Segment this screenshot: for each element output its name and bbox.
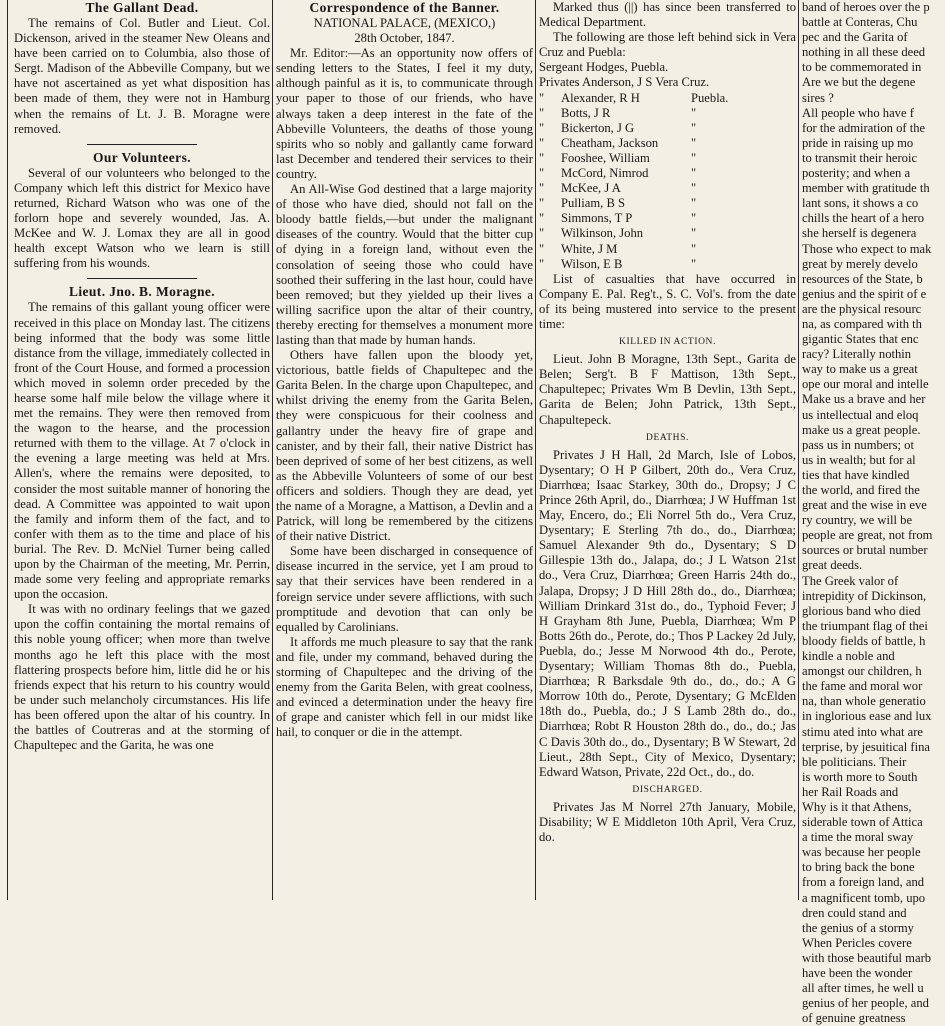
- sick-list-row: [539, 121, 796, 136]
- col4-line: to be commemorated in: [802, 60, 922, 75]
- col4-line: chills the heart of a hero: [802, 211, 925, 226]
- sick-list-row: [539, 166, 796, 181]
- sick-list-name: Pulliam, B S: [561, 196, 626, 211]
- col4-line: all after times, he well u: [802, 981, 924, 996]
- discharged-paragraph: Privates Jas M Norrel 27th January, Mobile, Disability; W E Middleton 10th April, Vera Cruz, do.: [539, 799, 796, 845]
- col4-line: intrepidity of Dickinson,: [802, 588, 927, 603]
- col4-line: pride in raising up mo: [802, 135, 914, 150]
- letter-paragraph: It affords me much pleasure to say that the rank and file, under my command, behaved during the storming of Chapultepec and the driving of the enemy from the Garita Belen, with great coolness, and evinced a determination under the heavy fire of grape and canister which fell in our midst like hail, to conquer or die in the attempt.: [276, 634, 533, 740]
- moragne-heading: Lieut. Jno. B. Moragne.: [68, 284, 216, 300]
- column-2: [276, 0, 533, 900]
- sick-list-name: Cheatham, Jackson: [561, 135, 659, 150]
- col4-line: kindle a noble and: [802, 649, 895, 664]
- left-behind-intro: The following are those left behind sick in Vera Cruz and Puebla:: [539, 30, 796, 60]
- sick-list-mark: ": [539, 135, 545, 150]
- col4-line: a magnificent tomb, upo: [802, 890, 926, 905]
- sick-list-row: [539, 181, 796, 196]
- section-divider: [87, 278, 197, 279]
- sick-list-name: Alexander, R H: [561, 90, 640, 105]
- col4-line: the genius of a stormy: [802, 920, 914, 935]
- sick-list-mark: ": [539, 120, 545, 135]
- sick-list-place: Puebla.: [691, 90, 729, 105]
- col4-line: Why is it that Athens,: [802, 799, 912, 814]
- column-rule: [272, 0, 273, 900]
- sick-list-place: ": [691, 196, 697, 211]
- col4-line: ties that have kindled: [802, 467, 910, 482]
- col4-line: way to make us a great: [802, 362, 918, 377]
- col4-line: from a foreign land, and: [802, 875, 925, 890]
- sick-list-mark: ": [539, 226, 545, 241]
- col4-line: sires ?: [802, 90, 834, 105]
- col4-line: Are we but the degene: [802, 75, 916, 90]
- sick-list-place: ": [691, 256, 697, 271]
- col4-line: na, as compared with th: [802, 316, 922, 331]
- sick-list-row: [539, 151, 796, 166]
- col4-line: great deeds.: [802, 558, 863, 573]
- col4-line: ble politicians. Their: [802, 754, 907, 769]
- section-divider: [87, 144, 197, 145]
- letter-paragraph: Mr. Editor:—As an opportunity now offers of sending letters to the States, I feel it my duty, although painful as it is, to communicate through your paper to those of our friends, who have always taken a deep interest in the fate of the Abbeville Volunteers, the deaths of those young spirits who so nobly and gallantly came forward last December and tendered their services to their country.: [276, 46, 533, 181]
- sick-list-row: [539, 211, 796, 226]
- col4-line: us intellectual and eloq: [802, 407, 919, 422]
- col4-line: lant sons, it shows a co: [802, 196, 919, 211]
- col4-line: to bring back the bone: [802, 860, 915, 875]
- col4-line: great by merely develo: [802, 256, 918, 271]
- sick-list-mark: ": [539, 150, 545, 165]
- col4-line: battle at Conteras, Chu: [802, 15, 918, 30]
- sick-list-row: [539, 257, 796, 272]
- sick-list-place: ": [691, 105, 697, 120]
- col4-line: siderable town of Attica: [802, 815, 923, 830]
- sick-list-mark: ": [539, 256, 545, 271]
- col4-line: genius of her people, and: [802, 996, 929, 1011]
- col4-line: stimu ated into what are: [802, 724, 924, 739]
- sick-list-mark: ": [539, 90, 545, 105]
- sick-list-row: [539, 226, 796, 241]
- sick-list-place: ": [691, 135, 697, 150]
- col4-line: great and the wise in eve: [802, 498, 927, 513]
- sick-list-name: Wilkinson, John: [561, 226, 644, 241]
- sick-list-mark: ": [539, 181, 545, 196]
- column-rule: [535, 0, 536, 900]
- col4-line: for the admiration of the: [802, 120, 926, 135]
- col4-line: terprise, by jesuitical fina: [802, 739, 930, 754]
- moragne-paragraph: It was with no ordinary feelings that we gazed upon the coffin containing the mortal remains of this noble young officer; when more than twelve months ago he left this place with the most flattering prospects before him, little did he or his friends expect that his return to his country would be under such melancholy circumstances. His life has been offered upon the altar of his country. In the battles of Coutreras and at the storming of Chapultepec and the Garita, he was one: [14, 602, 270, 753]
- col4-line: pass us in numbers; ot: [802, 437, 914, 452]
- col4-line: bloody fields of battle, h: [802, 633, 926, 648]
- sick-list-place: ": [691, 226, 697, 241]
- col4-line: The Greek valor of: [802, 573, 899, 588]
- col4-line: in inglorious ease and lux: [802, 709, 932, 724]
- sick-list-mark: ": [539, 166, 545, 181]
- sick-list-name: Wilson, E B: [561, 256, 623, 271]
- col4-line: gigantic States that enc: [802, 332, 919, 347]
- discharged-heading: DISCHARGED.: [632, 784, 703, 795]
- killed-paragraph: Lieut. John B Moragne, 13th Sept., Garita de Belen; Serg't. B F Mattison, 13th Sept., Chapultepec; Privates Wm B Devlin, 13th Sept., Garita de Belen; John Patrick, 13th Sept., Chapultepeck.: [539, 352, 796, 427]
- col4-line: pec and the Garita of: [802, 30, 908, 45]
- col4-line: member with gratitude th: [802, 181, 930, 196]
- sick-list-place: ": [691, 211, 697, 226]
- col4-line: All people who have f: [802, 105, 914, 120]
- killed-heading: KILLED IN ACTION.: [618, 337, 716, 348]
- deaths-heading: DEATHS.: [646, 432, 689, 443]
- sick-list-name: Bickerton, J G: [561, 120, 635, 135]
- letter-paragraph: Others have fallen upon the bloody yet, victorious, battle fields of Chapultepec and the Garita Belen. In the charge upon Chapultepec, and whilst driving the enemy from the Garita Belen, they were conspicuous for their coolness and gallantry under the heavy fire of grape and canister, and by their fall, their native District has been deprived of some of her best citizens, as well as the Abbeville Volunteers of some of our best officers and soldiers. Though they are dead, yet the name of a Moragne, a Mattison, a Devlin and a Patrick, will long be remembered by the citizens of their native District.: [276, 348, 533, 544]
- col4-line: the triumpant flag of thei: [802, 618, 928, 633]
- col4-line: she herself is degenera: [802, 226, 917, 241]
- column-3: [539, 0, 796, 900]
- dateline-date: 28th October, 1847.: [354, 31, 455, 46]
- gallant-dead-paragraph: The remains of Col. Butler and Lieut. Col. Dickenson, arived in the steamer New Oleans and have been carried on to Columbia, also those of Sergt. Madison of the Abbeville Company, but we have not ascertained as yet what disposition has been made of them, they were not in Hamburg when the remains of Lt. J. B. Moragne were removed.: [14, 16, 270, 136]
- sick-list-place: ": [691, 150, 697, 165]
- column-rule: [798, 0, 799, 900]
- col4-line: is worth more to South: [802, 769, 918, 784]
- col4-line: Make us a brave and her: [802, 392, 926, 407]
- sick-list: [539, 91, 796, 272]
- deaths-paragraph: Privates J H Hall, 2d March, Isle of Lobos, Dysentary; O H P Gilbert, 20th do., Vera Cruz, Diarrhœa; Isaac Starkey, 30th do., Dropsy; J C Prince 26th April, do., Diarrhœa; J W Huffman 1st May, Encero, do.; Eli Norrel 5th do., Vera Cruz, Dysentary; E Sterling 7th do., do., Diarrhœa; Samuel Alexander 9th do., Dysentary; S D Gillespie 13th do., Jalapa, do.; J L Watson 21st do., Vera Cruz, Diarrhœa; Green Harris 24th do., Jalapa, Dropsy; J D Hill 28th do., do., Diarrhœa; William Drinkard 31st do., do., Typhoid Fever; J H Grayham 8th June, Puebla, Diarrhœa; Wm P Botts 26th do., Perote, do.; Thos P Lackey 2d July, Puebla, do.; Jesse M Norwood 4th do., Perote, Dysentary; William Thomas 8th do., Puebla, Diarrhœa; R Barksdale 9th do., do., do.; A G Morrow 10th do., Perote, Dysentary; G McElden 18th do., Puebla, do.; J S Lamb 28th do., do., Diarrhœa; Robt R Houston 28th do., do., do.; Jas C Davis 30th do., do., Dysentary; B W Stewart, 2d Lieut., 28th Sept., City of Mexico, Dysentary; Edward Watson, Private, 22d Oct., do., do.: [539, 447, 796, 779]
- privates-line: Privates Anderson, J S Vera Cruz.: [539, 75, 710, 90]
- column-4: [802, 0, 945, 1026]
- col4-line: band of heroes over the p: [802, 0, 930, 14]
- sick-list-row: [539, 242, 796, 257]
- letter-paragraph: Some have been discharged in consequence of disease incurred in the service, yet I am proud to say that their services have been rendered in a foreign service under severe afflictions, with such promptitude and devotion that can only be equalled by Carolinians.: [276, 544, 533, 634]
- col4-line: ope our moral and intelle: [802, 377, 929, 392]
- col4-line: to transmit their heroic: [802, 150, 918, 165]
- casualties-intro: List of casualties that have occurred in Company E. Pal. Reg't., S. C. Vol's. from the date of its being mustered into service to the present time:: [539, 271, 796, 331]
- our-volunteers-heading: Our Volunteers.: [92, 149, 191, 165]
- col4-line: nothing in all these deed: [802, 45, 926, 60]
- col4-line: with those beautiful marb: [802, 950, 932, 965]
- sick-list-row: [539, 196, 796, 211]
- col4-line: was because her people: [802, 845, 921, 860]
- col4-line: amongst our children, h: [802, 664, 922, 679]
- our-volunteers-paragraph: Several of our volunteers who belonged to the Company which left this district for Mexico have returned, Richard Watson who was one of the forlorn hope and severely wounded, Jas. A. McKee and W. J. Lomax they are all in good health except Watson who we learn is still suffering from his wounds.: [14, 165, 270, 271]
- col4-line: the world, and fired the: [802, 483, 920, 497]
- sick-list-mark: ": [539, 241, 545, 256]
- col4-line: us in wealth; but for al: [802, 452, 916, 467]
- letter-paragraph: An All-Wise God destined that a large majority of those who have died, should not fall on the bloody battle fields,—but under the malignant diseases of the country. Would that the bitter cup of dying in a foreign land, without even the consolation of seeing those who could have soothed their suffering in the last hour, could have been removed; but they yielded up their lives a willing sacrifice upon the altar of their country, thereby erecting for themselves a monument more lasting than that made by human hands.: [276, 182, 533, 347]
- col4-line: glorious band who died: [802, 603, 921, 618]
- sick-list-name: McCord, Nimrod: [561, 166, 649, 181]
- col4-line: of genuine greatness: [802, 1011, 906, 1026]
- sick-list-name: Botts, J R: [561, 105, 611, 120]
- col4-line: the fame and moral wor: [802, 679, 923, 694]
- col4-line: genius and the spirit of e: [802, 286, 927, 301]
- sick-list-name: Simmons, T P: [561, 211, 633, 226]
- dateline-place: NATIONAL PALACE, (MEXICO,): [313, 16, 496, 30]
- col4-line: resources of the State, b: [802, 271, 923, 286]
- col4-line: are the physical resourc: [802, 301, 922, 316]
- sick-list-row: [539, 136, 796, 151]
- sick-list-name: McKee, J A: [561, 181, 621, 196]
- col4-line: na, than whole generatio: [802, 694, 926, 709]
- gallant-dead-heading: The Gallant Dead.: [85, 0, 199, 15]
- sick-list-place: ": [691, 181, 697, 196]
- sick-list-place: ": [691, 120, 697, 135]
- correspondence-heading: Correspondence of the Banner.: [309, 0, 500, 15]
- moragne-paragraph: The remains of this gallant young officer were received in this place on Monday last. The citizens being informed that the body was some little distance from the village, immediately collected in front of the Court House, and formed a procession which moved in solemn order preceded by the hearse some half mile below the village where it met the remains. They were then removed from the wagon to the hearse, and the procession returned with them to the village. At 7 o'clock in the evening a large meeting was held at Mrs. Allen's, where the remains were deposited, to consider the most suitable manner of honoring the dead. A Committee was appointed to wait upon the family and inform them of the fact, and to confer with them as to the time and place of his burial. The Rev. D. McNiel Turner being called upon by the Chairman of the meeting, Mr. Perrin, made some very feeling and appropriate remarks upon the occasion.: [14, 300, 270, 602]
- col4-line: When Pericles covere: [802, 935, 912, 950]
- col4-line: sources or brutal number: [802, 543, 928, 558]
- col4-line: people are great, not from: [802, 528, 933, 543]
- col4-line: posterity; and when a: [802, 166, 911, 181]
- col4-line: dren could stand and: [802, 905, 907, 920]
- col4-line: make us a great people.: [802, 422, 921, 437]
- col4-line: racy? Literally nothin: [802, 347, 912, 362]
- sick-list-mark: ": [539, 196, 545, 211]
- sick-list-place: ": [691, 166, 697, 181]
- sergeant-line: Sergeant Hodges, Puebla.: [539, 60, 669, 75]
- col4-line: ry country, we will be: [802, 513, 913, 528]
- sick-list-place: ": [691, 241, 697, 256]
- transfer-note: Marked thus (||) has since been transferred to Medical Department.: [539, 0, 796, 30]
- sick-list-name: Fooshee, William: [561, 150, 650, 165]
- sick-list-mark: ": [539, 211, 545, 226]
- sick-list-row: [539, 106, 796, 121]
- sick-list-mark: ": [539, 105, 545, 120]
- col4-line: have been the wonder: [802, 966, 913, 980]
- column-rule: [7, 0, 8, 900]
- sick-list-row: [539, 91, 796, 106]
- col4-line: her Rail Roads and: [802, 784, 899, 799]
- col4-line: Those who expect to mak: [802, 241, 932, 256]
- col4-line: a time the moral sway: [802, 830, 914, 845]
- sick-list-name: White, J M: [561, 241, 618, 256]
- column-1: [14, 0, 270, 900]
